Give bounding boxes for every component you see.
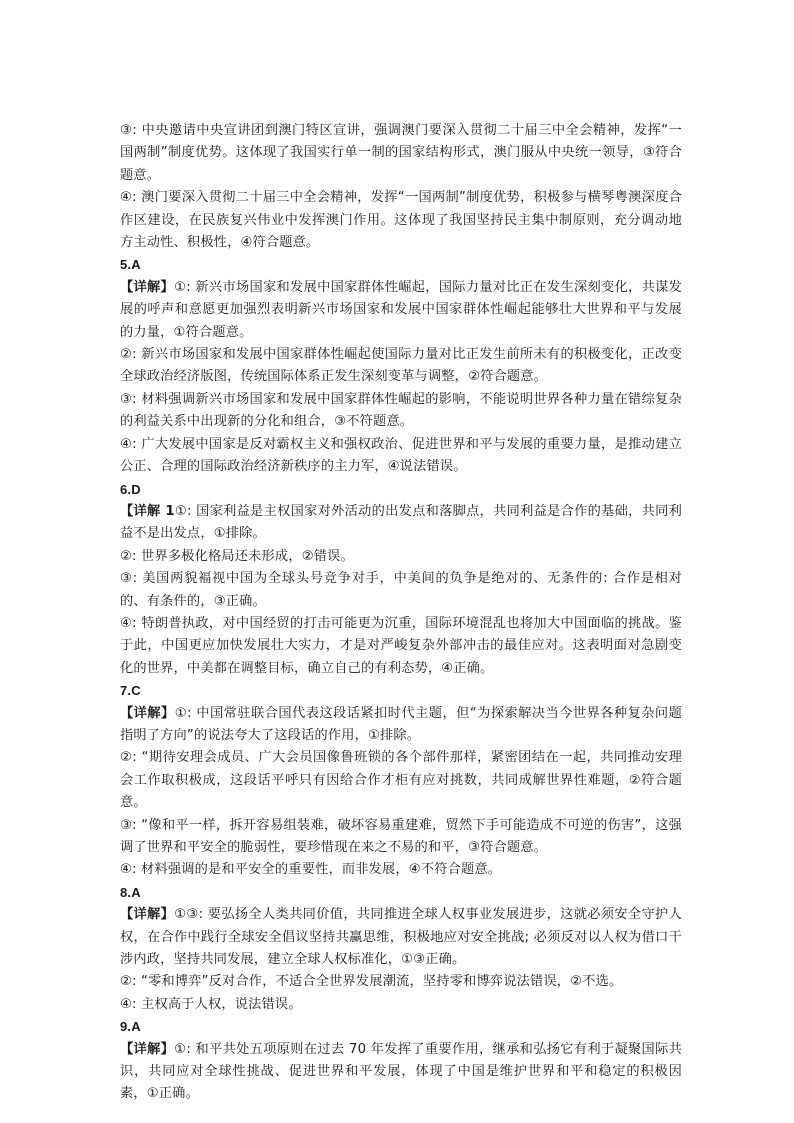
question-number: 9.A (120, 1019, 141, 1035)
question-number: 7.C (120, 683, 141, 699)
paragraph-text: ①: 和平共处五项原则在过去 70 年发挥了重要作用，继承和弘扬它有利于凝聚国际共识，共同应对全球性挑战、促进世界和平发展，体现了中国是维护世界和平和稳定的积极因素，①正确。 (120, 1041, 682, 1102)
detail-label: 【详解 1 (120, 503, 175, 519)
answer-section-7 (120, 680, 682, 882)
detail-label: 【详解】 (120, 705, 175, 721)
section-intro (120, 120, 682, 254)
answer-section-6 (120, 479, 682, 681)
question-number: 8.A (120, 884, 141, 900)
paragraph: ②: “期待安理会成员、广大会员国像鲁班锁的各个部件那样，紧密团结在一起，共同推动安理会工作取积极成，这段话平呼只有因给合作才柜有应对挑数，共同成解世界性难题，②符合题意。 (120, 750, 682, 811)
paragraph: ④: 澳门要深入贯彻二十届三中全会精神，发挥“一国两制”制度优势，积极参与横琴粤澳深度合作区建设，在民族复兴伟业中发挥澳门作用。这体现了我国坚持民主集中制原则，充分调动地方主动性、积极性，④符合题意。 (120, 190, 682, 251)
paragraph: ③: “像和平一样，拆开容易组装难，破坏容易重建难，贸然下手可能造成不可逆的伤害”，这强调了世界和平安全的脆弱性，要珍惜现在来之不易的和平，③符合题意。 (120, 817, 682, 855)
question-number: 6.D (120, 481, 141, 497)
paragraph (120, 277, 682, 344)
answer-section-8 (120, 882, 682, 1016)
paragraph-text: ①③: 要弘扬全人类共同价值，共同推进全球人权事业发展进步，这就必须安全守护人权，在合作中践行全球安全倡议坚持共赢思维，积极地应对安全挑战; 必须反对以人权为借口干涉内政，坚持共同发展，建立全球人权标准化，①③正确。 (120, 907, 682, 968)
paragraph: ②: 新兴市场国家和发展中国家群体性崛起使国际力量对比正发生前所未有的积极变化，正改变全球政治经济版图，传统国际体系正发生深刻变革与调整，②符合题意。 (120, 347, 682, 385)
paragraph: ③: 材料强调新兴市场国家和发展中国家群体性崛起的影响，不能说明世界各种力量在错综复杂的利益关系中出现新的分化和组合，③不符题意。 (120, 391, 682, 430)
paragraph (120, 904, 682, 971)
detail-label: 【详解】 (120, 907, 175, 923)
paragraph (120, 501, 682, 546)
paragraph (120, 1039, 682, 1106)
paragraph: ④: 主权高于人权，说法错误。 (120, 996, 302, 1012)
paragraph-text: ①: 新兴市场国家和发展中国家群体性崛起，国际力量对比正在发生深刻变化，共谋发展的呼声和意愿更加强烈表明新兴市场国家和发展中国家群体性崛起能够壮大世界和平与发展的力量，①符合题意。 (120, 279, 682, 340)
document-page (120, 120, 682, 1106)
paragraph: ④: 材料强调的是和平安全的重要性，而非发展，④不符合题意。 (120, 862, 502, 878)
answer-section-5 (120, 254, 682, 478)
paragraph: ②: “零和博弈”反对合作，不适合全世界发展潮流，坚持零和博弈说法错误，②不选。 (120, 974, 623, 990)
paragraph: ③: 美国两貌褔视中国为全球头号竞争对手，中美间的负争是绝对的、无条件的: 合作是相对的、有条件的，③正确。 (120, 571, 682, 609)
paragraph (120, 703, 682, 748)
question-number: 5.A (120, 257, 141, 273)
detail-label: 【详解】 (120, 1041, 175, 1057)
detail-label: 【详解】 (120, 279, 175, 295)
paragraph: ④: 特朗普执政，对中国经贸的打击可能更为沉重，国际环境混乱也将加大中国面临的挑战。鉴于此，中国更应加快发展壮大实力，才是对严峻复杂外部冲击的最佳应对。这表明面对急剧变化的世界，中美都在调整目标，确立自己的有利态势，④正确。 (120, 615, 682, 676)
paragraph-text: ①: 中国常驻联合国代表这段话紧扣时代主题，但“为探索解决当今世界各种复杂问题指明了方向”的说法夸大了这段话的作用，①排除。 (120, 705, 682, 743)
answer-section-9 (120, 1016, 682, 1106)
paragraph: ②: 世界多极化格局还未形成，②错误。 (120, 548, 354, 564)
paragraph: ④: 广大发展中国家是反对霸权主义和强权政治、促进世界和平与发展的重要力量，是推动建立公正、合理的国际政治经济新秩序的主力军，④说法错误。 (120, 436, 682, 475)
paragraph-text: ①: 国家利益是主权国家对外活动的出发点和落脚点，共同利益是合作的基础，共同利益不是出发点，①排除。 (120, 503, 682, 542)
paragraph: ③: 中央邀请中央宣讲团到澳门特区宣讲，强调澳门要深入贯彻二十届三中全会精神，发挥“一国两制”制度优势。这体现了我国实行单一制的国家结构形式，澳门服从中央统一领导，③符合题意。 (120, 123, 682, 183)
